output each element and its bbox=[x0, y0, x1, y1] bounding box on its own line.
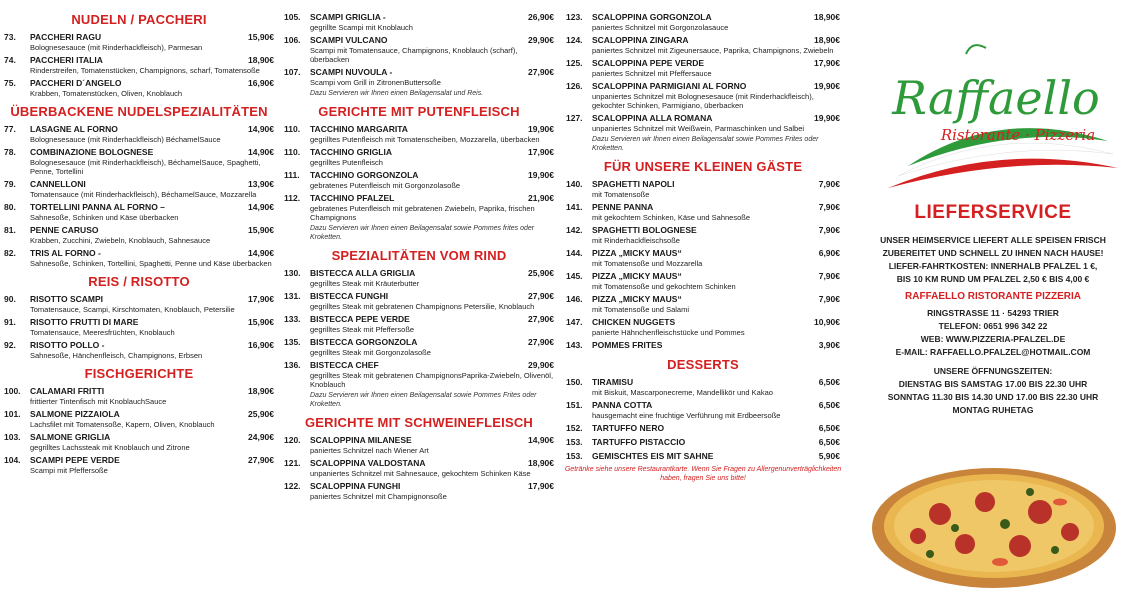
item-price: 5,90€ bbox=[818, 451, 840, 461]
item-price: 7,90€ bbox=[818, 179, 840, 189]
item-name: PIZZA „MICKY MAUS“ bbox=[592, 248, 682, 258]
item-number: 121. bbox=[284, 458, 301, 468]
item-description: gegrilltes Putenfleisch mit Tomatenscheiben, Mozzarella, überbacken bbox=[310, 135, 540, 144]
item-number: 80. bbox=[4, 202, 16, 212]
item-number: 122. bbox=[284, 481, 301, 491]
item-number: 126. bbox=[566, 81, 583, 91]
item-number: 133. bbox=[284, 314, 301, 324]
item-price: 7,90€ bbox=[818, 271, 840, 281]
section-title-desserts: DESSERTS bbox=[667, 357, 739, 372]
item-number: 105. bbox=[284, 12, 301, 22]
item-number: 103. bbox=[4, 432, 21, 442]
allergen-footer-note: Getränke siehe unsere Restaurantkarte. Wenn Sie Fragen zu Allergenunverträglichkeiten haben, fragen Sie uns bitte! bbox=[564, 466, 842, 482]
item-number: 124. bbox=[566, 35, 583, 45]
item-description: gegrilltes Steak mit gebratenen Champignons Petersilie, Knoblauch bbox=[310, 302, 535, 311]
item-number: 81. bbox=[4, 225, 16, 235]
menu-item bbox=[0, 147, 278, 176]
item-name: SPAGHETTI NAPOLI bbox=[592, 179, 675, 189]
item-name: PACCHERI RAGU bbox=[30, 32, 102, 42]
website: WEB: WWW.PIZZERIA-PFALZEL.DE bbox=[920, 334, 1066, 344]
item-price: 15,90€ bbox=[248, 317, 274, 327]
item-description: paniertes Schnitzel mit Zigeunersauce, Paprika, Champignons, Zwiebeln bbox=[592, 46, 834, 55]
section-title-fischgerichte: FISCHGERICHTE bbox=[84, 366, 194, 381]
item-name: BISTECCA GORGONZOLA bbox=[310, 337, 418, 347]
item-name: TACCHINO GORGONZOLA bbox=[310, 170, 419, 180]
item-description: gebratenes Putenfleisch mit Gorgonzolasoße bbox=[310, 181, 461, 190]
menu-item bbox=[0, 202, 278, 222]
item-price: 16,90€ bbox=[248, 78, 274, 88]
menu-item bbox=[562, 12, 844, 32]
item-name: SCALOPPINA ALLA ROMANA bbox=[592, 113, 713, 123]
menu-item bbox=[0, 294, 278, 314]
item-description: Sahnesoße, Schinken, Tortellini, Spaghetti, Penne und Käse überbacken bbox=[30, 259, 272, 268]
menu-column-1 bbox=[0, 0, 278, 603]
item-number: 90. bbox=[4, 294, 16, 304]
item-number: 91. bbox=[4, 317, 16, 327]
item-price: 19,90€ bbox=[814, 113, 840, 123]
item-name: SCAMPI NUVOULA - bbox=[310, 67, 393, 77]
side-dish-note: Dazu Servieren wir Ihnen einen Beilagensalat und Reis. bbox=[310, 90, 484, 97]
delivery-text-2: ZUBEREITET UND SCHNELL ZU IHNEN NACH HAUSE! bbox=[882, 248, 1104, 258]
item-price: 17,90€ bbox=[814, 58, 840, 68]
item-price: 26,90€ bbox=[528, 12, 554, 22]
item-price: 29,90€ bbox=[528, 360, 554, 370]
item-number: 140. bbox=[566, 179, 583, 189]
menu-item bbox=[280, 314, 558, 334]
item-description: mit Rinderhackfleischsoße bbox=[592, 236, 680, 245]
item-price: 27,90€ bbox=[528, 291, 554, 301]
menu-item bbox=[562, 294, 844, 314]
item-description: unpaniertes Schnitzel mit Sahnesauce, gekochtem Schinken Käse bbox=[310, 469, 531, 478]
item-name: RISOTTO POLLO - bbox=[30, 340, 105, 350]
item-number: 151. bbox=[566, 400, 583, 410]
menu-item bbox=[280, 435, 558, 455]
menu-item bbox=[562, 317, 844, 337]
item-description: Bolognesesauce (mit Rinderhackfleisch) BéchamelSauce bbox=[30, 135, 221, 144]
menu-item bbox=[0, 432, 278, 452]
pizza-image bbox=[870, 462, 1118, 590]
item-price: 14,90€ bbox=[248, 248, 274, 258]
item-number: 74. bbox=[4, 55, 16, 65]
menu-item bbox=[0, 32, 278, 52]
item-number: 75. bbox=[4, 78, 16, 88]
item-description: unpaniertes Schnitzel mit Bolognesesauce (mit Rinderhackfleisch), gekochter Schinken, Parmigiano, überbacken bbox=[592, 92, 814, 110]
item-name: CHICKEN NUGGETS bbox=[592, 317, 676, 327]
item-name: PENNE PANNA bbox=[592, 202, 654, 212]
item-number: 146. bbox=[566, 294, 583, 304]
menu-item bbox=[0, 55, 278, 75]
item-name: PANNA COTTA bbox=[592, 400, 653, 410]
side-dish-note: Dazu Servieren wir Ihnen einen Beilagensalat sowie Pommes Frites oder Kroketten. bbox=[310, 392, 537, 408]
item-number: 120. bbox=[284, 435, 301, 445]
menu-item bbox=[0, 317, 278, 337]
item-price: 6,50€ bbox=[818, 437, 840, 447]
item-name: SCALOPPINA VALDOSTANA bbox=[310, 458, 426, 468]
item-name: TARTUFFO PISTACCIO bbox=[592, 437, 686, 447]
item-description: Tomatensauce, Scampi, Kirschtomaten, Knoblauch, Petersilie bbox=[30, 305, 235, 314]
item-price: 21,90€ bbox=[528, 193, 554, 203]
menu-item bbox=[0, 455, 278, 475]
restaurant-logo bbox=[868, 36, 1124, 196]
item-number: 145. bbox=[566, 271, 583, 281]
item-price: 18,90€ bbox=[814, 35, 840, 45]
side-dish-note: Dazu Servieren wir Ihnen einen Beilagensalat sowie Pommes Frites oder Kroketten. bbox=[592, 136, 819, 152]
info-column bbox=[848, 0, 1138, 603]
item-price: 14,90€ bbox=[528, 435, 554, 445]
item-number: 130. bbox=[284, 268, 301, 278]
item-number: 82. bbox=[4, 248, 16, 258]
item-price: 27,90€ bbox=[528, 337, 554, 347]
item-number: 77. bbox=[4, 124, 16, 134]
section-title-nudeln-paccheri: NUDELN / PACCHERI bbox=[71, 12, 207, 27]
item-description: Bolognesesauce (mit Rinderhackfleisch), BéchamelSauce, Spaghetti, Penne, Tortellini bbox=[30, 158, 261, 176]
lieferservice-title: LIEFERSERVICE bbox=[914, 202, 1072, 223]
item-number: 79. bbox=[4, 179, 16, 189]
menu-item bbox=[562, 113, 844, 133]
item-number: 136. bbox=[284, 360, 301, 370]
item-price: 24,90€ bbox=[248, 432, 274, 442]
item-number: 153. bbox=[566, 451, 583, 461]
menu-item bbox=[280, 35, 558, 64]
item-name: SCALOPPINA MILANESE bbox=[310, 435, 412, 445]
menu-item bbox=[562, 225, 844, 245]
delivery-cost-2: BIS 10 KM RUND UM PFALZEL 2,50 € BIS 4,00 € bbox=[896, 274, 1090, 284]
item-price: 14,90€ bbox=[248, 147, 274, 157]
item-price: 15,90€ bbox=[248, 32, 274, 42]
item-description: gegrilltes Steak mit gebratenen ChampignonsPaprika-Zwiebeln, Olivenöl, Knoblauch bbox=[310, 371, 554, 389]
item-name: BISTECCA PEPE VERDE bbox=[310, 314, 410, 324]
item-name: PIZZA „MICKY MAUS“ bbox=[592, 271, 682, 281]
item-name: RISOTTO FRUTTI DI MARE bbox=[30, 317, 139, 327]
item-name: BISTECCA ALLA GRIGLIA bbox=[310, 268, 416, 278]
item-name: PIZZA „MICKY MAUS“ bbox=[592, 294, 682, 304]
item-price: 27,90€ bbox=[248, 455, 274, 465]
item-price: 25,90€ bbox=[248, 409, 274, 419]
item-name: TRIS AL FORNO - bbox=[30, 248, 101, 258]
delivery-text-1: UNSER HEIMSERVICE LIEFERT ALLE SPEISEN FRISCH bbox=[880, 235, 1106, 245]
item-number: 78. bbox=[4, 147, 16, 157]
item-number: 111. bbox=[284, 170, 300, 180]
item-price: 19,90€ bbox=[528, 170, 554, 180]
item-name: TARTUFFO NERO bbox=[592, 423, 665, 433]
address: RINGSTRASSE 11 · 54293 TRIER bbox=[927, 308, 1059, 318]
item-price: 6,90€ bbox=[818, 248, 840, 258]
item-price: 6,50€ bbox=[818, 423, 840, 433]
menu-item bbox=[0, 409, 278, 429]
item-description: gegrilltes Putenfleisch bbox=[310, 158, 383, 167]
item-name: POMMES FRITES bbox=[592, 340, 663, 350]
menu-item bbox=[562, 179, 844, 199]
menu-item bbox=[562, 437, 844, 448]
menu-item bbox=[280, 12, 558, 32]
item-number: 144. bbox=[566, 248, 583, 258]
item-description: Sahnesoße, Schinken und Käse überbacken bbox=[30, 213, 179, 222]
menu-item bbox=[562, 248, 844, 268]
item-description: Tomatensauce, Meeresfrüchten, Knoblauch bbox=[30, 328, 175, 337]
item-price: 16,90€ bbox=[248, 340, 274, 350]
item-price: 7,90€ bbox=[818, 202, 840, 212]
item-name: SCALOPPINA ZINGARA bbox=[592, 35, 689, 45]
menu-item bbox=[280, 458, 558, 478]
item-description: mit gekochtem Schinken, Käse und Sahnesoße bbox=[592, 213, 751, 222]
item-name: PENNE CARUSO bbox=[30, 225, 99, 235]
menu-item bbox=[562, 202, 844, 222]
item-name: SCALOPPINA GORGONZOLA bbox=[592, 12, 712, 22]
item-description: gegrillte Scampi mit Knoblauch bbox=[310, 23, 413, 32]
item-name: TIRAMISU bbox=[592, 377, 634, 387]
item-price: 18,90€ bbox=[528, 458, 554, 468]
email: E-MAIL: RAFFAELLO.PFALZEL@HOTMAIL.COM bbox=[895, 347, 1091, 357]
item-name: LASAGNE AL FORNO bbox=[30, 124, 118, 134]
item-price: 27,90€ bbox=[528, 314, 554, 324]
section-title-gerichte-mit-putenfleisch: GERICHTE MIT PUTENFLEISCH bbox=[318, 104, 520, 119]
item-number: 147. bbox=[566, 317, 583, 327]
item-name: COMBINAZIONE BOLOGNESE bbox=[30, 147, 154, 157]
menu-item bbox=[0, 340, 278, 360]
item-name: SCAMPI VULCANO bbox=[310, 35, 388, 45]
menu-item bbox=[280, 360, 558, 389]
menu-item bbox=[562, 81, 844, 110]
section-title-reis-risotto: REIS / RISOTTO bbox=[88, 274, 190, 289]
item-description: hausgemacht eine fruchtige Verführung mit Erdbeersoße bbox=[592, 411, 781, 420]
menu-column-2 bbox=[280, 0, 558, 603]
menu-item bbox=[280, 193, 558, 222]
hours-monday: MONTAG RUHETAG bbox=[952, 405, 1034, 415]
item-number: 142. bbox=[566, 225, 583, 235]
item-number: 152. bbox=[566, 423, 583, 433]
logo-main-text: Raffaello bbox=[892, 71, 1100, 125]
item-name: SALMONE PIZZAIOLA bbox=[30, 409, 120, 419]
item-price: 10,90€ bbox=[814, 317, 840, 327]
item-description: Tomatensauce (mit Rinderhackfleisch), BéchamelSauce, Mozzarella bbox=[30, 190, 257, 199]
item-name: SCAMPI GRIGLIA - bbox=[310, 12, 386, 22]
delivery-cost-1: LIEFER-FAHRTKOSTEN: INNERHALB PFALZEL 1 €, bbox=[888, 261, 1098, 271]
item-number: 143. bbox=[566, 340, 583, 350]
item-description: paniertes Schnitzel nach Wiener Art bbox=[310, 446, 429, 455]
item-description: mit Tomatensoße und gekochtem Schinken bbox=[592, 282, 736, 291]
menu-item bbox=[562, 377, 844, 397]
item-name: TACCHINO GRIGLIA bbox=[310, 147, 393, 157]
item-number: 73. bbox=[4, 32, 16, 42]
item-description: mit Tomatensoße bbox=[592, 190, 650, 199]
item-number: 150. bbox=[566, 377, 583, 387]
item-name: TACCHINO PFALZEL bbox=[310, 193, 395, 203]
menu-item bbox=[562, 35, 844, 55]
hours-title: UNSERE ÖFFNUNGSZEITEN: bbox=[933, 366, 1053, 376]
item-number: 101. bbox=[4, 409, 21, 419]
item-description: gegrilltes Steak mit Gorgonzolasoße bbox=[310, 348, 431, 357]
item-name: SCALOPPINA FUNGHI bbox=[310, 481, 401, 491]
item-description: gegrilltes Steak mit Pfeffersoße bbox=[310, 325, 415, 334]
item-number: 135. bbox=[284, 337, 301, 347]
item-price: 7,90€ bbox=[818, 294, 840, 304]
item-number: 110. bbox=[284, 124, 301, 134]
item-price: 17,90€ bbox=[248, 294, 274, 304]
item-price: 6,50€ bbox=[818, 377, 840, 387]
menu-item bbox=[0, 225, 278, 245]
side-dish-note: Dazu Servieren wir Ihnen einen Beilagensalat sowie Pommes frites oder Kroketten. bbox=[310, 225, 535, 241]
item-description: paniertes Schnitzel mit Pfeffersauce bbox=[592, 69, 712, 78]
section-title-berbackene-nudelspezialit-ten: ÜBERBACKENE NUDELSPEZIALITÄTEN bbox=[10, 104, 268, 119]
phone: TELEFON: 0651 996 342 22 bbox=[938, 321, 1048, 331]
item-description: Scampi mit Tomatensauce, Champignons, Knoblauch (scharf), überbacken bbox=[310, 46, 518, 64]
menu-item bbox=[0, 248, 278, 268]
item-name: PACCHERI D´ANGELO bbox=[30, 78, 122, 88]
item-number: 123. bbox=[566, 12, 583, 22]
menu-item bbox=[0, 179, 278, 199]
item-name: CALAMARI FRITTI bbox=[30, 386, 105, 396]
item-number: 104. bbox=[4, 455, 21, 465]
section-title-gerichte-mit-schweinefleisch: GERICHTE MIT SCHWEINEFLEISCH bbox=[304, 415, 534, 430]
item-description: paniertes Schnitzel mit Gorgonzolasauce bbox=[592, 23, 729, 32]
menu-item bbox=[280, 481, 558, 501]
item-description: Scampi mit Pfeffersoße bbox=[30, 466, 108, 475]
item-description: Scampi vom Grill in ZitronenButtersoße bbox=[310, 78, 441, 87]
delivery-info bbox=[848, 234, 1138, 417]
item-description: panierte Hähnchenfleischstücke und Pommes bbox=[592, 328, 745, 337]
item-name: BISTECCA CHEF bbox=[310, 360, 379, 370]
item-name: PACCHERI ITALIA bbox=[30, 55, 103, 65]
menu-item bbox=[562, 271, 844, 291]
item-name: SCALOPPINA PEPE VERDE bbox=[592, 58, 705, 68]
item-name: GEMISCHTES EIS MIT SAHNE bbox=[592, 451, 714, 461]
menu-item bbox=[280, 268, 558, 288]
item-name: CANNELLONI bbox=[30, 179, 86, 189]
menu-item bbox=[280, 291, 558, 311]
item-name: SALMONE GRIGLIA bbox=[30, 432, 111, 442]
menu-item bbox=[562, 423, 844, 434]
item-price: 14,90€ bbox=[248, 124, 274, 134]
item-number: 141. bbox=[566, 202, 583, 212]
item-number: 125. bbox=[566, 58, 583, 68]
item-description: Bolognesesauce (mit Rinderhackfleisch), Parmesan bbox=[30, 43, 203, 52]
item-number: 112. bbox=[284, 193, 301, 203]
item-price: 7,90€ bbox=[818, 225, 840, 235]
menu-item bbox=[280, 147, 558, 167]
item-description: Krabben, Tomatenstücken, Oliven, Knoblauch bbox=[30, 89, 183, 98]
menu-column-3 bbox=[562, 0, 844, 603]
menu-item bbox=[562, 58, 844, 78]
item-name: SCALOPPINA PARMIGIANI AL FORNO bbox=[592, 81, 747, 91]
item-description: mit Tomatensoße und Salami bbox=[592, 305, 689, 314]
item-name: RISOTTO SCAMPI bbox=[30, 294, 104, 304]
menu-item bbox=[0, 78, 278, 98]
item-price: 6,50€ bbox=[818, 400, 840, 410]
item-price: 19,90€ bbox=[528, 124, 554, 134]
item-description: Rinderstreifen, Tomatenstücken, Champignons, scharf, Tomatensoße bbox=[30, 66, 260, 75]
section-title-spezialit-ten-vom-rind: SPEZIALITÄTEN VOM RIND bbox=[331, 248, 507, 263]
menu-item bbox=[280, 124, 558, 144]
item-number: 153. bbox=[566, 437, 583, 447]
item-description: mit Biskuit, Mascarponecreme, Mandellikör und Kakao bbox=[592, 388, 773, 397]
item-number: 92. bbox=[4, 340, 16, 350]
item-price: 18,90€ bbox=[814, 12, 840, 22]
menu-item bbox=[0, 386, 278, 406]
item-name: SPAGHETTI BOLOGNESE bbox=[592, 225, 697, 235]
item-price: 17,90€ bbox=[528, 481, 554, 491]
item-name: TACCHINO MARGARITA bbox=[310, 124, 408, 134]
item-price: 25,90€ bbox=[528, 268, 554, 278]
logo-sub-text: Ristorante · Pizzeria bbox=[940, 126, 1096, 144]
item-price: 27,90€ bbox=[528, 67, 554, 77]
item-price: 29,90€ bbox=[528, 35, 554, 45]
item-description: gegrilltes Steak mit Kräuterbutter bbox=[310, 279, 420, 288]
item-number: 107. bbox=[284, 67, 301, 77]
item-number: 110. bbox=[284, 147, 301, 157]
section-title-f-r-unsere-kleinen-g-ste: FÜR UNSERE KLEINEN GÄSTE bbox=[603, 159, 803, 174]
menu-item bbox=[280, 337, 558, 357]
item-description: paniertes Schnitzel mit Champignonsoße bbox=[310, 492, 447, 501]
item-number: 127. bbox=[566, 113, 583, 123]
item-number: 106. bbox=[284, 35, 301, 45]
item-price: 18,90€ bbox=[248, 386, 274, 396]
item-description: Sahnesoße, Hänchenfleisch, Champignons, Erbsen bbox=[30, 351, 203, 360]
hours-sunday: SONNTAG 11.30 BIS 14.30 UND 17.00 BIS 22.30 UHR bbox=[887, 392, 1099, 402]
item-price: 15,90€ bbox=[248, 225, 274, 235]
item-name: SCAMPI PEPE VERDE bbox=[30, 455, 120, 465]
menu-item bbox=[562, 451, 844, 462]
item-description: gebratenes Putenfleisch mit gebratenen Zwiebeln, Paprika, frischen Champignons bbox=[310, 204, 535, 222]
item-price: 18,90€ bbox=[248, 55, 274, 65]
menu-item bbox=[280, 67, 558, 87]
item-description: Lachsfilet mit Tomatensoße, Kapern, Oliven, Knoblauch bbox=[30, 420, 215, 429]
menu-item bbox=[562, 340, 844, 351]
item-number: 100. bbox=[4, 386, 21, 396]
menu-item bbox=[280, 170, 558, 190]
menu-item bbox=[562, 400, 844, 420]
item-description: unpaniertes Schnitzel mit Weißwein, Parmaschinken und Salbei bbox=[592, 124, 805, 133]
item-description: gegrilltes Lachssteak mit Knoblauch und Zitrone bbox=[30, 443, 190, 452]
item-description: Krabben, Zucchini, Zwiebeln, Knoblauch, Sahnesauce bbox=[30, 236, 211, 245]
item-name: TORTELLINI PANNA AL FORNO – bbox=[30, 202, 165, 212]
item-price: 13,90€ bbox=[248, 179, 274, 189]
hours-weekdays: DIENSTAG BIS SAMSTAG 17.00 BIS 22.30 UHR bbox=[898, 379, 1088, 389]
menu-item bbox=[0, 124, 278, 144]
item-price: 17,90€ bbox=[528, 147, 554, 157]
item-description: frittierter Tintenfisch mit KnoblauchSauce bbox=[30, 397, 167, 406]
item-price: 19,90€ bbox=[814, 81, 840, 91]
item-number: 131. bbox=[284, 291, 301, 301]
item-price: 14,90€ bbox=[248, 202, 274, 212]
item-price: 3,90€ bbox=[818, 340, 840, 350]
item-description: mit Tomatensoße und Mozzarella bbox=[592, 259, 703, 268]
restaurant-name: RAFFAELLO RISTORANTE PIZZERIA bbox=[905, 291, 1081, 302]
item-name: BISTECCA FUNGHI bbox=[310, 291, 389, 301]
